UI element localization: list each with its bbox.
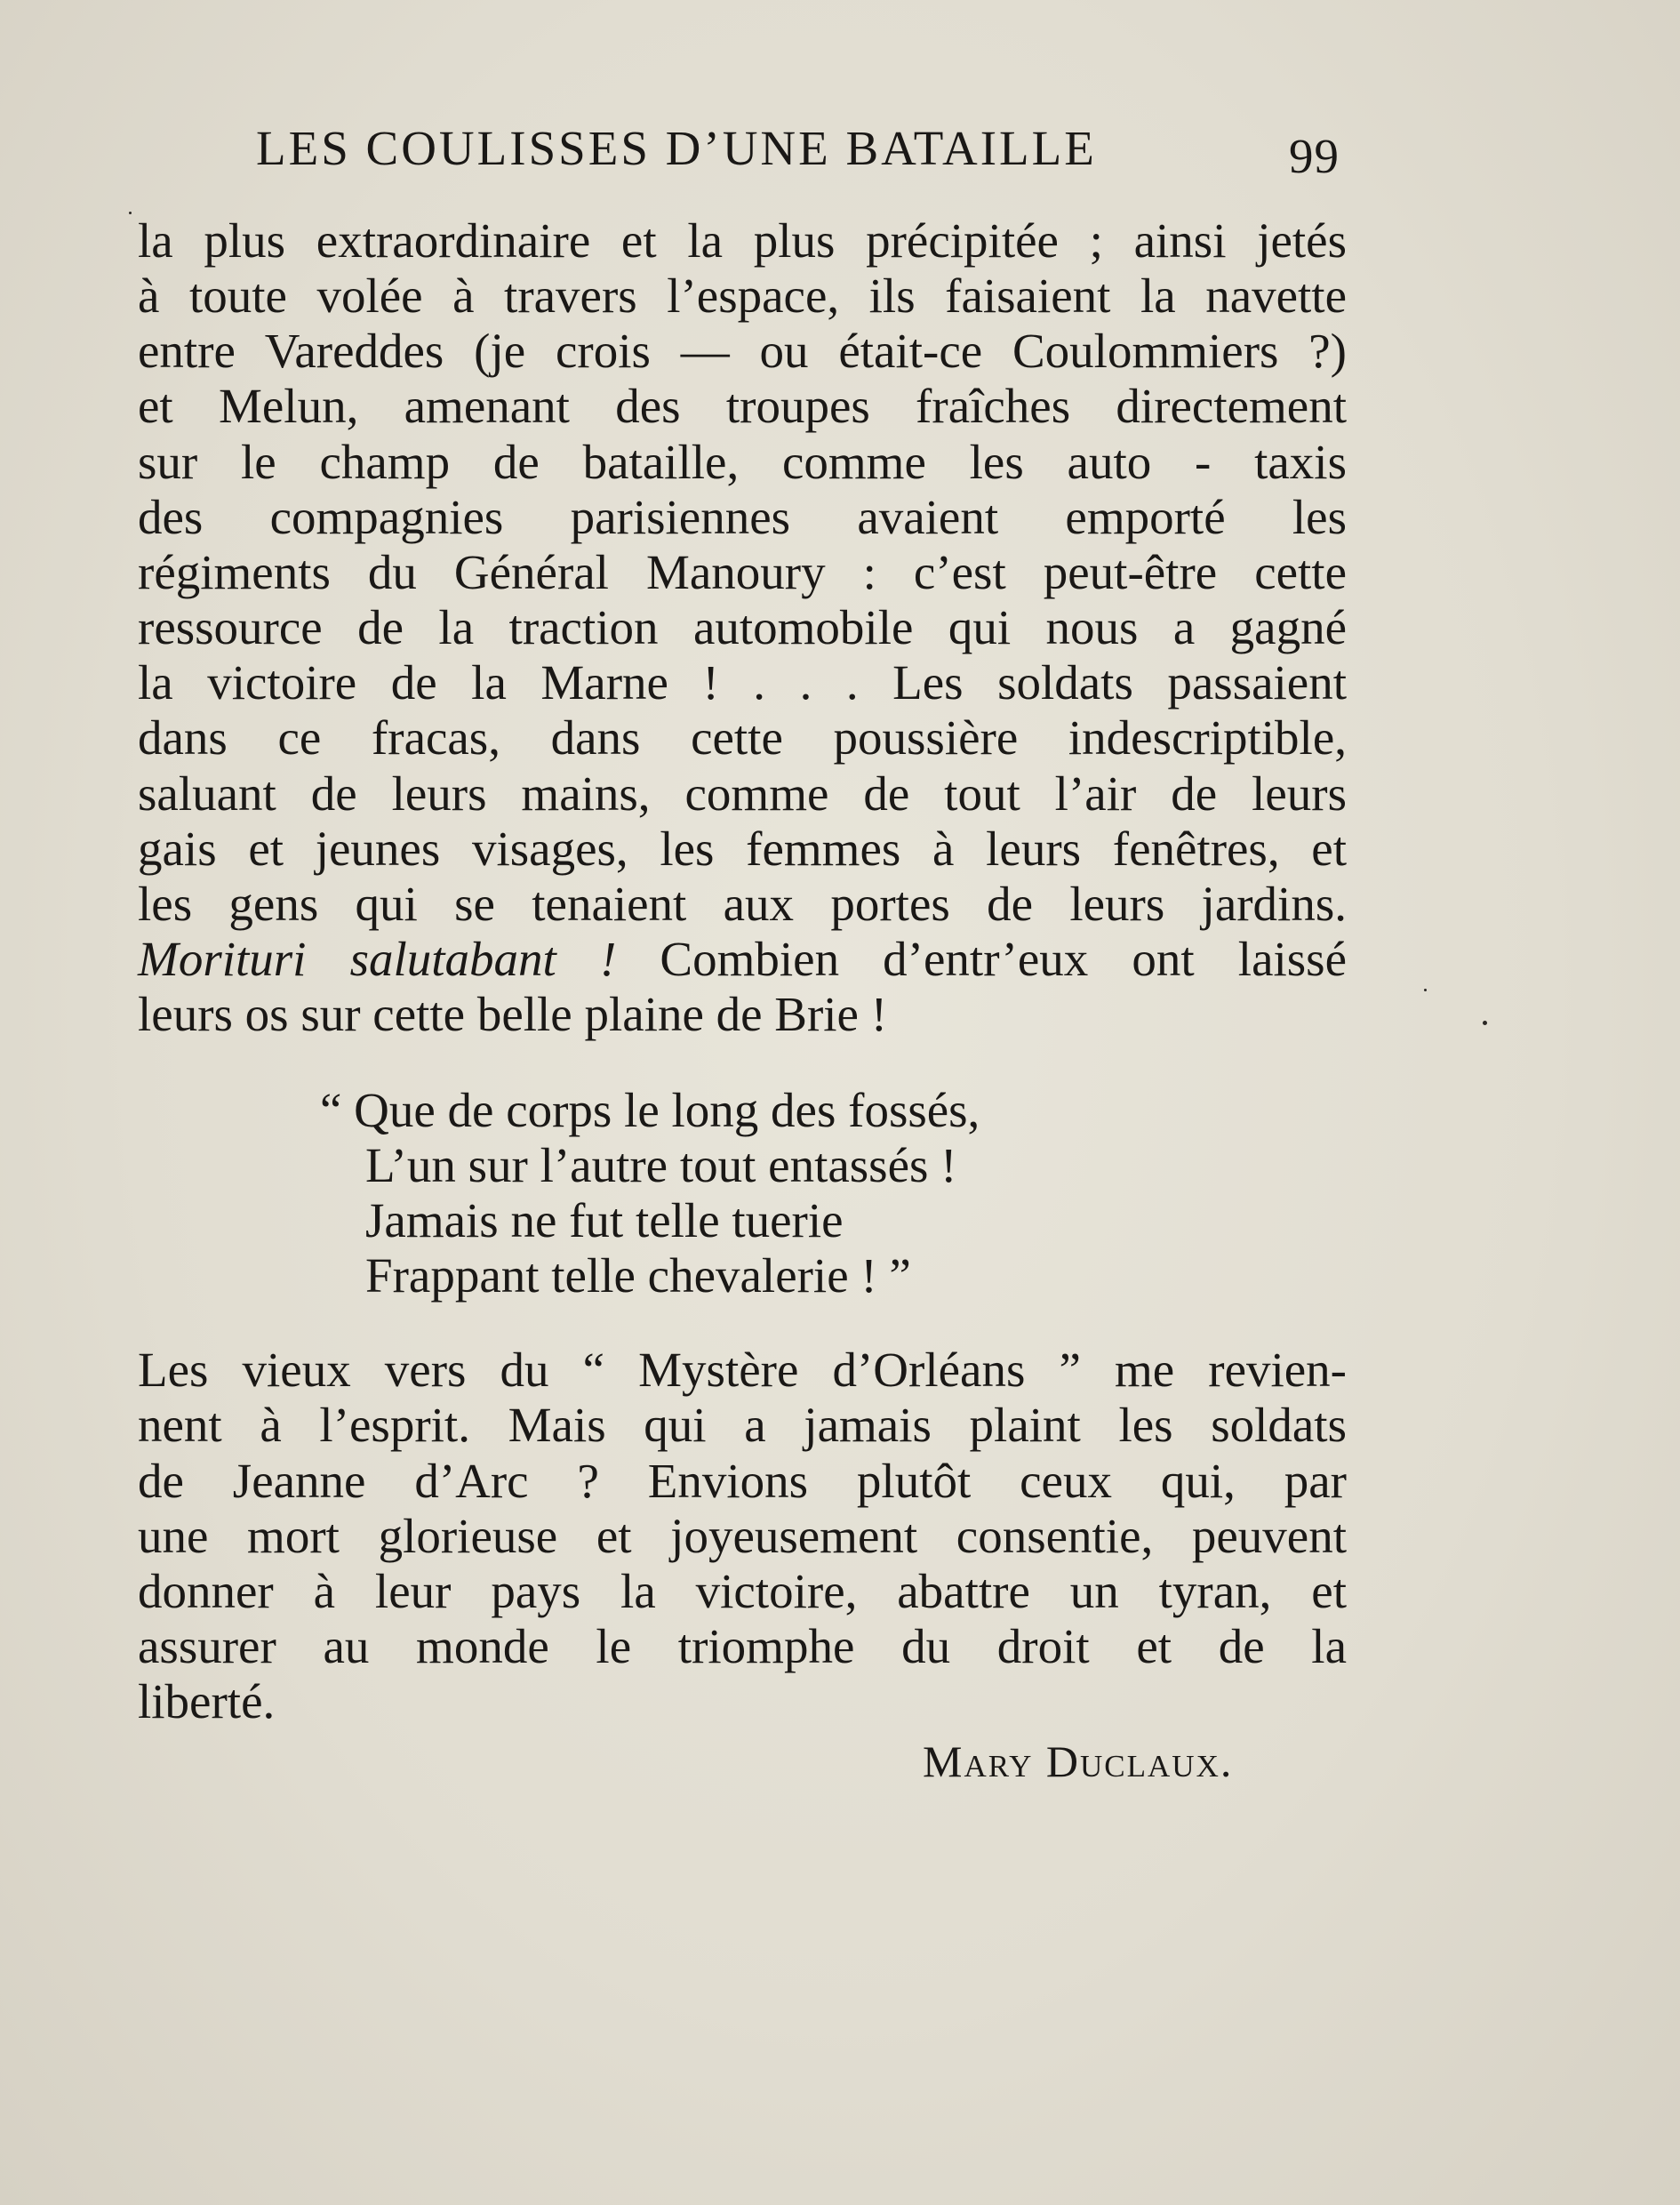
paragraph2-last-line: liberté. — [138, 1674, 276, 1728]
paragraph2-line: Les vieux vers du “ Mystère d’Orléans ” me revien- — [138, 1343, 1347, 1397]
paragraph1-line: la plus extraordinaire et la plus précipitée ; ainsi jetés — [138, 213, 1347, 268]
verse-line: “ Que de corps le long des fossés, — [320, 1083, 980, 1137]
paragraph1-line-mixed — [138, 932, 1347, 987]
paragraph1-line: saluant de leurs mains, comme de tout l’air de leurs — [138, 766, 1347, 821]
paragraph1-line: et Melun, amenant des troupes fraîches directement — [138, 379, 1347, 433]
paragraph2-line: une mort glorieuse et joyeusement consentie, peuvent — [138, 1509, 1347, 1563]
paragraph1-line: ressource de la traction automobile qui nous a gagné — [138, 600, 1347, 654]
verse-line: Jamais ne fut telle tuerie — [365, 1193, 844, 1247]
paragraph1-line: les gens qui se tenaient aux portes de leurs jardins. — [138, 877, 1347, 931]
paragraph1-line: sur le champ de bataille, comme les auto - taxis — [138, 435, 1347, 489]
latin-phrase: Morituri salutabant ! — [138, 932, 617, 986]
verse-line: Frappant telle chevalerie ! ” — [365, 1248, 911, 1303]
paragraph1-last-line: leurs os sur cette belle plaine de Brie ! — [138, 987, 888, 1041]
running-title: LES COULISSES D’UNE BATAILLE — [256, 121, 1097, 175]
paragraph1-line: des compagnies parisiennes avaient emporté les — [138, 490, 1347, 544]
paragraph2-line: assurer au monde le triomphe du droit et de la — [138, 1619, 1347, 1673]
page-number: 99 — [1289, 129, 1340, 183]
paragraph1-line: gais et jeunes visages, les femmes à leurs fenêtres, et — [138, 822, 1347, 876]
paragraph2-line: donner à leur pays la victoire, abattre un tyran, et — [138, 1564, 1347, 1618]
paragraph1-line: entre Vareddes (je crois — ou était-ce Coulommiers ?) — [138, 324, 1347, 378]
paper-speck — [129, 212, 132, 214]
author-signature: Mary Duclaux. — [923, 1736, 1234, 1786]
line-continuation: Combien d’entr’eux ont laissé — [660, 932, 1347, 986]
paragraph1-line: à toute volée à travers l’espace, ils faisaient la navette — [138, 269, 1347, 323]
paragraph1-line: la victoire de la Marne ! . . . Les soldats passaient — [138, 655, 1347, 710]
paragraph1-line: régiments du Général Manoury : c’est peut-être cette — [138, 545, 1347, 599]
paragraph1-line: dans ce fracas, dans cette poussière indescriptible, — [138, 710, 1347, 765]
paragraph2-line: de Jeanne d’Arc ? Envions plutôt ceux qui, par — [138, 1454, 1347, 1508]
verse-line: L’un sur l’autre tout entassés ! — [365, 1138, 957, 1192]
paper-speck — [1424, 989, 1427, 991]
paragraph2-line: nent à l’esprit. Mais qui a jamais plaint les soldats — [138, 1398, 1347, 1452]
paper-speck — [1483, 1021, 1487, 1025]
